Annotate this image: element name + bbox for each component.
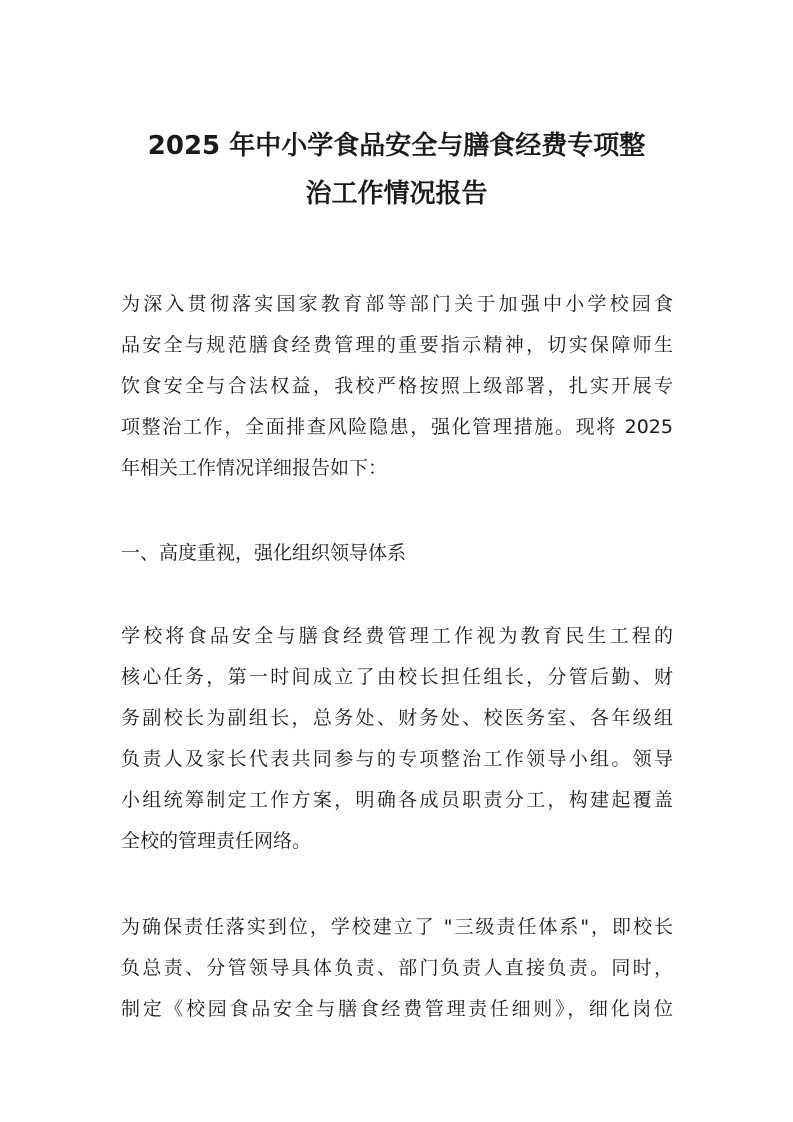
paragraph-line: 饮食安全与合法权益，我校严格按照上级部署，扎实开展专 — [121, 375, 673, 397]
paragraph-line: 品安全与规范膳食经费管理的重要指示精神，切实保障师生 — [121, 334, 673, 356]
paragraph-line: 全校的管理责任网络。 — [121, 830, 312, 852]
paragraph-line: 务副校长为副组长，总务处、财务处、校医务室、各年级组 — [121, 707, 673, 729]
paragraph-line: 小组统筹制定工作方案，明确各成员职责分工，构建起覆盖 — [121, 789, 673, 811]
paragraph-line: 学校将食品安全与膳食经费管理工作视为教育民生工程的 — [121, 625, 673, 647]
section-heading: 一、高度重视，强化组织领导体系 — [121, 542, 407, 564]
paragraph-line: 制定《校园食品安全与膳食经费管理责任细则》，细化岗位 — [121, 998, 673, 1020]
document-title-line-2: 治工作情况报告 — [305, 179, 488, 209]
paragraph-line: 项整治工作，全面排查风险隐患，强化管理措施。现将 2025 — [121, 416, 673, 438]
intro-paragraph — [121, 284, 673, 489]
document-title-line-1: 2025 年中小学食品安全与膳食经费专项整 — [147, 131, 646, 161]
paragraph-line: 为确保责任落实到位，学校建立了 "三级责任体系"，即校长 — [121, 916, 673, 938]
paragraph-line: 核心任务，第一时间成立了由校长担任组长，分管后勤、财 — [121, 666, 673, 688]
section1-paragraph-1 — [121, 616, 673, 862]
paragraph-line: 为深入贯彻落实国家教育部等部门关于加强中小学校园食 — [121, 293, 673, 315]
paragraph-line: 负责人及家长代表共同参与的专项整治工作领导小组。领导 — [121, 748, 673, 770]
section1-paragraph-2 — [121, 907, 673, 1030]
paragraph-line: 年相关工作情况详细报告如下： — [121, 457, 388, 479]
paragraph-line: 负总责、分管领导具体负责、部门负责人直接负责。同时， — [121, 957, 673, 979]
